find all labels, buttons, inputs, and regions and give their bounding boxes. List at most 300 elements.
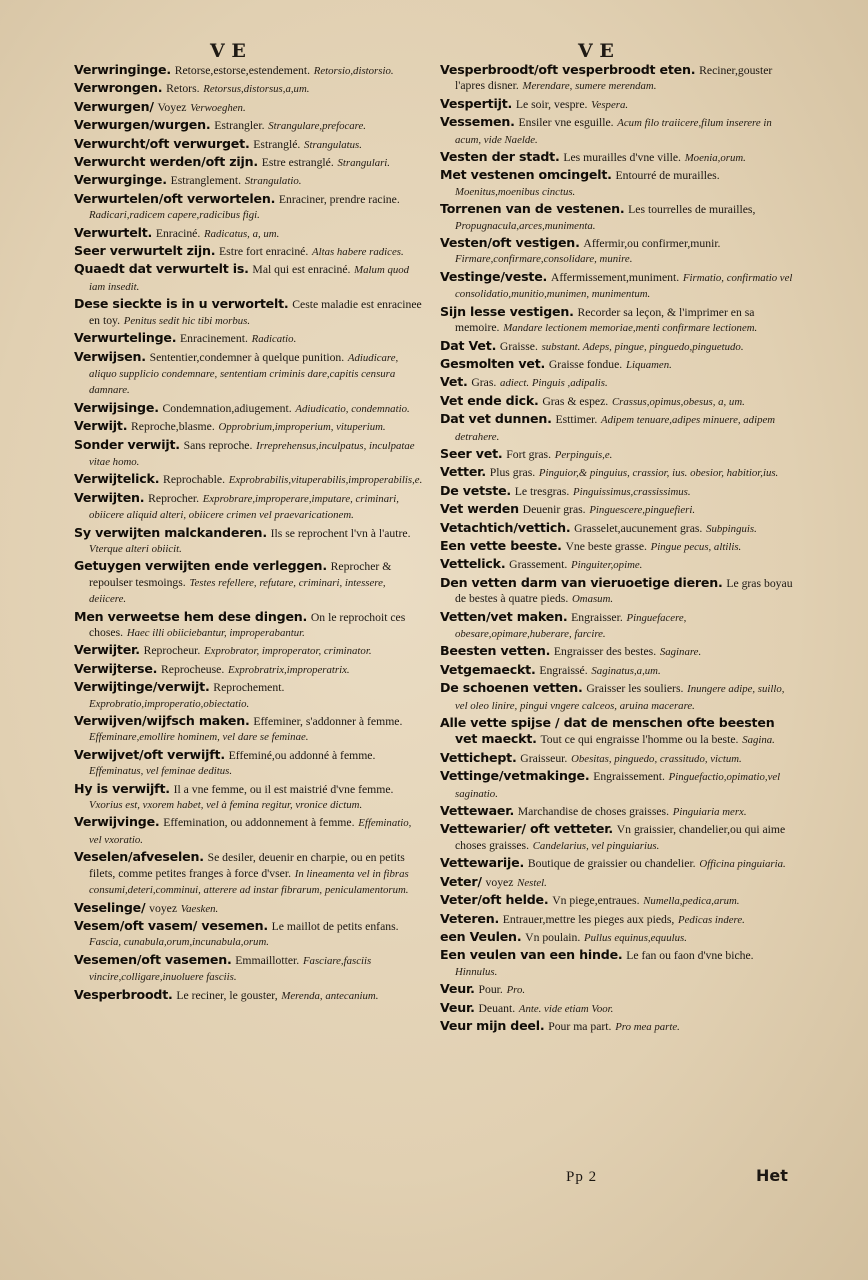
entry-headword: Dat vet dunnen. (440, 411, 552, 427)
entry-french: Tout ce qui engraisse l'homme ou la beste. (540, 733, 739, 747)
entry-french: Sans reproche. (183, 438, 253, 452)
entry-latin: Strangulatus. (304, 138, 362, 151)
entry-headword: Verwijven/wijfsch maken. (74, 713, 250, 729)
entry-french: Pour. (478, 983, 503, 997)
entry-latin: Pinguescere,pinguefieri. (589, 504, 696, 517)
dictionary-entry (440, 483, 798, 500)
dictionary-entry (440, 981, 798, 998)
running-head-right: V E (578, 40, 614, 62)
entry-headword: Vet werden (440, 501, 519, 517)
entry-latin: Strangulatio. (244, 175, 302, 188)
dictionary-entry (440, 538, 798, 555)
entry-headword: Vestinge/veste. (440, 268, 548, 284)
dictionary-entry (440, 114, 798, 148)
entry-latin: Firmare,confirmare,consolidare, munire. (455, 253, 633, 266)
entry-latin: Sagina. (742, 734, 775, 747)
entry-latin: In lineamenta vel in fibras consumi,deteri,comminui, atterere ad instar fibrarum, peniculamentorum. (89, 867, 409, 897)
dictionary-entry (440, 715, 798, 749)
entry-latin: Ante. vide etiam Voor. (518, 1002, 614, 1015)
entry-french: Enraciner, prendre racine. (278, 192, 400, 206)
entry-french: Reprocher. (148, 491, 200, 505)
entry-latin: Perpinguis,e. (554, 448, 613, 461)
entry-latin: Irreprehensus,inculpatus, inculpatae vitae homo. (89, 439, 415, 468)
entry-latin: Saginare. (659, 646, 702, 659)
entry-french: Graisse fondue. (548, 357, 623, 371)
entry-latin: Mandare lectionem memoriae,menti confirmare lectionem. (503, 322, 758, 335)
entry-headword: Vetachtich/vettich. (440, 519, 571, 535)
entry-headword: Men verweetse hem dese dingen. (74, 608, 308, 624)
entry-french: Fort gras. (506, 447, 552, 461)
entry-latin: Verwoeghen. (190, 101, 246, 114)
dictionary-entry (74, 471, 423, 488)
dictionary-entry (74, 918, 423, 951)
entry-french: Retors. (166, 82, 200, 96)
entry-headword: een Veulen. (440, 928, 522, 944)
entry-headword: Dese sieckte is in u verwortelt. (74, 296, 289, 312)
entry-headword: Alle vette spijse / dat de menschen ofte beesten vet maeckt. (440, 715, 775, 747)
entry-latin: Officina pinguiaria. (699, 858, 786, 871)
entry-headword: Verwringinge. (74, 62, 171, 77)
entry-latin: Pinguefactio,opimatio,vel saginatio. (455, 771, 781, 800)
signature-mark: Pp 2 (566, 1169, 598, 1185)
entry-latin: Merendare, sumere merendam. (522, 80, 657, 93)
entry-latin: Effeminatio, vel vxoratio. (89, 817, 412, 846)
dictionary-entry (74, 713, 423, 746)
entry-french: Deuant. (478, 1001, 516, 1015)
entry-headword: Veter/ (440, 873, 482, 889)
dictionary-entry (440, 96, 798, 113)
entry-latin: Exprobrabilis,vituperabilis,improperabilis,e. (228, 474, 423, 487)
dictionary-entry (440, 929, 798, 946)
dictionary-entry (440, 892, 798, 909)
entry-latin: Vaesken. (180, 902, 219, 915)
entry-latin: Radicatus, a, um. (204, 227, 280, 240)
entry-latin: Pro. (506, 984, 526, 997)
entry-headword: Veteren. (440, 910, 500, 926)
entry-headword: Den vetten darm van vieruoetige dieren. (440, 574, 723, 590)
right-column (440, 62, 798, 1202)
dictionary-entry (440, 855, 798, 872)
dictionary-entry (74, 490, 423, 524)
entry-headword: Dat Vet. (440, 337, 497, 353)
entry-headword: Verwijt. (74, 418, 128, 434)
entry-headword: Veselen/afveselen. (74, 849, 204, 865)
entry-headword: Verwurtelinge. (74, 330, 177, 346)
entry-latin: Saginatus,a,um. (591, 664, 661, 677)
entry-french: Reprochable. (163, 473, 226, 487)
entry-latin: Nestel. (517, 876, 547, 889)
entry-headword: Verwijsen. (74, 348, 146, 364)
entry-french: Grassement. (509, 558, 568, 572)
entry-headword: Een veulen van een hinde. (440, 947, 623, 963)
entry-french: Le reciner, le gouster, (176, 988, 278, 1002)
dictionary-entry (440, 464, 798, 481)
entry-latin: Strangulare,prefocare. (268, 120, 366, 133)
entry-latin: Retorsus,distorsus,a,um. (203, 83, 310, 96)
entry-french: Vn piege,entraues. (552, 894, 640, 908)
entry-latin: Vterque alteri obiicit. (89, 542, 182, 555)
dictionary-entry (74, 679, 423, 712)
entry-headword: Verwurtelen/oft verwortelen. (74, 190, 276, 206)
dictionary-entry (440, 149, 798, 166)
entry-french: Le gras boyau de bestes à quatre pieds. (455, 576, 793, 606)
entry-french: Reciner,gouster l'apres disner. (455, 64, 773, 93)
entry-french: Reprochement. (213, 681, 285, 695)
dictionary-entry (74, 99, 423, 116)
dictionary-entry (440, 768, 798, 802)
dictionary-entry (440, 911, 798, 928)
dictionary-entry (74, 437, 423, 471)
dictionary-entry (440, 609, 798, 643)
dictionary-entry (74, 62, 423, 79)
entry-headword: Verwijterse. (74, 660, 158, 676)
entry-headword: Veur. (440, 981, 475, 997)
entry-french: voyez (485, 875, 514, 889)
entry-french: Graisseur. (520, 751, 568, 765)
entry-headword: Verwurgen/wurgen. (74, 117, 211, 133)
entry-french: Condemnation,adiugement. (162, 401, 292, 415)
entry-headword: Gesmolten vet. (440, 355, 546, 371)
entry-latin: Inungere adipe, suillo, vel oleo linire, pingui vngere calceos, aruina macerare. (455, 683, 785, 712)
entry-french: Affermir,ou confirmer,munir. (583, 237, 721, 251)
entry-latin: Omasum. (571, 593, 614, 606)
dictionary-entry (440, 643, 798, 660)
dictionary-entry (74, 849, 423, 898)
dictionary-entry (440, 520, 798, 537)
entry-headword: Vespertijt. (440, 95, 513, 111)
entry-french: Pour ma part. (548, 1019, 612, 1033)
entry-french: Le fan ou faon d'vne biche. (626, 949, 754, 963)
entry-headword: Veur mijn deel. (440, 1017, 545, 1033)
entry-french: Enracinement. (180, 332, 248, 346)
dictionary-entry (440, 1000, 798, 1017)
entry-headword: Verwijsinge. (74, 399, 159, 415)
entry-french: Reprocheuse. (161, 662, 225, 676)
entry-latin: substant. Adeps, pingue, pinguedo,pinguetudo. (541, 340, 744, 353)
entry-headword: Sijn lesse vestigen. (440, 303, 574, 319)
dictionary-entry (74, 80, 423, 97)
entry-headword: Seer vet. (440, 445, 503, 461)
entry-headword: De schoenen vetten. (440, 680, 583, 696)
dictionary-entry (74, 117, 423, 134)
dictionary-entry (440, 269, 798, 303)
entry-french: Vne beste grasse. (565, 539, 647, 553)
entry-latin: Crassus,opimus,obesus, a, um. (611, 395, 745, 408)
entry-headword: Seer verwurtelt zijn. (74, 243, 216, 259)
entry-latin: Adipem tenuare,adipes minuere, adipem detrahere. (455, 414, 776, 443)
dictionary-entry (74, 154, 423, 171)
entry-french: Plus gras. (489, 466, 536, 480)
entry-latin: Testes refellere, refutare, criminari, intessere, deiicere. (89, 576, 386, 606)
entry-headword: Vesten/oft vestigen. (440, 235, 580, 251)
entry-french: Recorder sa leçon, & l'imprimer en sa memoire. (455, 305, 755, 335)
entry-french: Mal qui est enraciné. (252, 263, 351, 277)
entry-latin: Exprobratio,improperatio,obiectatio. (89, 697, 250, 710)
entry-headword: Vettichept. (440, 749, 517, 765)
entry-latin: Candelarius, vel pinguiarius. (532, 839, 660, 852)
entry-latin: Fascia, cunabula,orum,incunabula,orum. (89, 936, 269, 949)
entry-headword: Verwijten. (74, 489, 145, 505)
entry-latin: Pinguissimus,crassissimus. (572, 485, 691, 498)
entry-headword: Vettewarier/ oft vetteter. (440, 821, 614, 837)
entry-latin: Penitus sedit hic tibi morbus. (123, 314, 251, 327)
entry-french: Estranglement. (170, 174, 242, 188)
entry-latin: Malum quod iam insedit. (89, 264, 410, 293)
entry-headword: Verwijtinge/verwijt. (74, 679, 210, 695)
entry-latin: Vespera. (591, 98, 629, 111)
dictionary-entry (440, 1018, 798, 1035)
entry-latin: Acum filo traiicere,filum inserere in acum, vide Naelde. (455, 117, 772, 146)
entry-headword: Verwurginge. (74, 172, 167, 188)
entry-latin: Merenda, antecanium. (281, 989, 379, 1002)
entry-latin: Subpinguis. (706, 522, 757, 535)
dictionary-entry (74, 243, 423, 260)
entry-headword: Getuygen verwijten ende verleggen. (74, 558, 327, 574)
entry-latin: Hinnulus. (455, 965, 498, 978)
dictionary-entry (74, 330, 423, 347)
entry-headword: Vetter. (440, 464, 486, 480)
entry-headword: Veter/oft helde. (440, 892, 549, 908)
entry-french: Affermissement,muniment. (550, 270, 680, 284)
dictionary-entry (74, 349, 423, 399)
entry-latin: Exprobratrix,improperatrix. (228, 663, 350, 676)
entry-french: Effeminé,ou addonné à femme. (228, 748, 376, 762)
catchword: Het (756, 1166, 788, 1185)
running-head-left: V E (210, 40, 246, 62)
entry-french: Marchandise de choses graisses. (517, 805, 670, 819)
dictionary-entry (74, 609, 423, 642)
entry-french: Boutique de graissier ou chandelier. (527, 857, 696, 871)
entry-latin: Propugnacula,arces,munimenta. (455, 219, 596, 232)
dictionary-entry (74, 987, 423, 1004)
entry-french: Engraisser. (571, 610, 623, 624)
entry-latin: Pinguior,& pinguius, crassior, ius. obesior, habitior,ius. (538, 467, 779, 480)
entry-latin: Pullus equinus,equulus. (584, 931, 687, 944)
entry-latin: Radicatio. (251, 333, 297, 346)
entry-latin: Pinguefacere, obesare,opimare,huberare, farcire. (455, 611, 687, 640)
entry-french: Il a vne femme, ou il est maistrié d'vne femme. (173, 782, 394, 796)
dictionary-entry (440, 201, 798, 234)
entry-french: Estrangler. (214, 119, 265, 133)
entry-french: Le maillot de petits enfans. (271, 919, 399, 933)
dictionary-entry (440, 947, 798, 980)
entry-headword: Vessemen. (440, 114, 515, 130)
entry-headword: Vesten der stadt. (440, 149, 560, 165)
dictionary-entry (440, 235, 798, 268)
entry-latin: Effeminare,emollire hominem, vel dare se feminae. (89, 731, 309, 744)
entry-headword: Veur. (440, 999, 475, 1015)
dictionary-entry (74, 136, 423, 153)
entry-french: Ensiler vne esguille. (518, 116, 614, 130)
entry-french: Les murailles d'vne ville. (563, 151, 681, 165)
entry-french: Sententier,condemner à quelque punition. (149, 350, 345, 364)
entry-headword: Verwrongen. (74, 80, 163, 96)
entry-headword: Vettewaer. (440, 803, 515, 819)
entry-french: Ils se reprochent l'vn à l'autre. (270, 526, 411, 540)
entry-latin: Exprobrator, improperator, criminator. (204, 645, 372, 658)
entry-french: Reprocheur. (143, 644, 201, 658)
entry-latin: Fasciare,fasciis vincire,colligare,inuoluere fasciis. (89, 954, 372, 984)
dictionary-entry (74, 558, 423, 607)
entry-french: Deuenir gras. (522, 503, 586, 517)
dictionary-entry (440, 821, 798, 854)
entry-french: Le tresgras. (514, 484, 570, 498)
entry-headword: Sonder verwijt. (74, 436, 180, 452)
entry-french: Grasselet,aucunement gras. (574, 521, 703, 535)
entry-french: Estre fort enraciné. (219, 245, 309, 259)
dictionary-entry (440, 446, 798, 463)
entry-headword: Vettewarije. (440, 855, 525, 871)
entry-french: Vn poulain. (525, 930, 581, 944)
entry-headword: Quaedt dat verwurtelt is. (74, 261, 249, 277)
entry-latin: adiect. Pinguis ,adipalis. (500, 377, 608, 390)
entry-latin: Pro mea parte. (615, 1020, 680, 1033)
entry-headword: Vet. (440, 374, 468, 390)
entry-headword: Sy verwijten malckanderen. (74, 524, 267, 540)
entry-latin: Numella,pedica,arum. (643, 895, 740, 908)
entry-french: Ceste maladie est enracinee en toy. (89, 298, 422, 327)
entry-headword: Hy is verwijft. (74, 780, 170, 796)
entry-headword: Veselinge/ (74, 899, 146, 915)
entry-headword: Verwijtelick. (74, 471, 160, 487)
dictionary-entry (440, 662, 798, 679)
entry-latin: Strangulari. (337, 157, 390, 170)
entry-french: Engraissé. (539, 663, 588, 677)
dictionary-entry (74, 400, 423, 417)
entry-latin: Pinguiaria merx. (672, 806, 747, 819)
dictionary-entry (440, 338, 798, 355)
entry-french: Retorse,estorse,estendement. (174, 64, 311, 77)
dictionary-entry (440, 680, 798, 714)
dictionary-entry (440, 356, 798, 373)
entry-french: Graisse. (499, 339, 538, 353)
entry-headword: Verwurcht/oft verwurget. (74, 135, 250, 151)
dictionary-entry (440, 556, 798, 573)
entry-headword: Vetten/vet maken. (440, 608, 568, 624)
dictionary-entry (74, 814, 423, 848)
entry-french: Estranglé. (253, 137, 301, 151)
entry-french: Emmaillotter. (235, 953, 300, 967)
dictionary-entry (440, 374, 798, 391)
entry-headword: Vet ende dick. (440, 392, 539, 408)
dictionary-entry (440, 575, 798, 608)
entry-headword: Vesperbroodt/oft vesperbroodt eten. (440, 62, 696, 77)
entry-latin: Haec illi obiiciebantur, improperabantur. (126, 627, 305, 639)
dictionary-entry (74, 525, 423, 558)
entry-french: Engraissement. (593, 770, 665, 784)
entry-latin: Pedicas indere. (678, 913, 745, 926)
entry-french: Le soir, vespre. (515, 97, 588, 111)
entry-latin: Pingue pecus, altilis. (650, 540, 742, 553)
entry-french: Entrauer,mettre les pieges aux pieds, (502, 912, 675, 926)
entry-headword: Verwurcht werden/oft zijn. (74, 154, 259, 170)
entry-headword: Beesten vetten. (440, 643, 551, 659)
entry-french: Reproche,blasme. (131, 420, 215, 434)
dictionary-entry (74, 747, 423, 780)
dictionary-entry (74, 261, 423, 295)
entry-headword: Vesperbroodt. (74, 986, 173, 1002)
entry-french: Effeminer, s'addonner à femme. (253, 715, 403, 729)
entry-french: Gras & espez. (542, 394, 609, 408)
entry-french: Esttimer. (555, 413, 598, 427)
entry-latin: Liquamen. (625, 358, 672, 371)
dictionary-entry (440, 167, 798, 200)
entry-french: Effemination, ou addonnement à femme. (163, 816, 355, 830)
entry-french: Gras. (471, 376, 497, 390)
dictionary-entry (74, 900, 423, 917)
entry-latin: Obesitas, pinguedo, crassitudo, victum. (571, 752, 742, 765)
dictionary-entry (440, 803, 798, 820)
entry-headword: Verwurtelt. (74, 224, 153, 240)
dictionary-entry (74, 225, 423, 242)
dictionary-entry (74, 952, 423, 986)
entry-headword: Torrenen van de vestenen. (440, 201, 625, 217)
entry-latin: Vxorius est, vxorem habet, vel à femina regitur, vronice dictum. (89, 799, 363, 812)
left-column (74, 62, 423, 1202)
entry-headword: Vettelick. (440, 556, 506, 572)
dictionary-entry (74, 191, 423, 224)
dictionary-entry (74, 172, 423, 189)
entry-latin: Pinguiter,opime. (571, 559, 643, 572)
dictionary-entry (440, 62, 798, 95)
entry-french: Les tourrelles de murailles, (628, 203, 756, 217)
entry-latin: Opprobrium,improperium, vituperium. (218, 421, 386, 434)
entry-latin: Firmatio, confirmatio vel consolidatio,munitio,munimen, munimentum. (455, 271, 793, 301)
entry-headword: Met vestenen omcingelt. (440, 167, 612, 183)
entry-french: On le reprochoit ces choses. (89, 610, 406, 639)
entry-latin: Altas habere radices. (312, 246, 404, 259)
entry-french: voyez (149, 901, 178, 915)
entry-latin: Adiudicare, aliquo supplicio condemnare, sententiam criminis dare,capitis censura damnare. (89, 351, 399, 397)
entry-headword: De vetste. (440, 482, 511, 498)
entry-latin: Moenitus,moenibus cinctus. (455, 185, 576, 198)
entry-french: Graisser les souliers. (586, 682, 684, 696)
dictionary-entry (74, 418, 423, 435)
entry-headword: Vesemen/oft vasemen. (74, 951, 232, 967)
dictionary-entry (440, 393, 798, 410)
entry-latin: Moenia,orum. (684, 152, 746, 165)
dictionary-entry (440, 411, 798, 445)
entry-french: Reprocher & repoulser tesmoings. (89, 560, 392, 589)
dictionary-entry (440, 501, 798, 518)
entry-headword: Verwurgen/ (74, 98, 154, 114)
dictionary-entry (74, 296, 423, 329)
entry-latin: Radicari,radicem capere,radicibus figi. (89, 209, 260, 222)
dictionary-entry (440, 750, 798, 767)
entry-french: Engraisser des bestes. (553, 645, 657, 659)
entry-latin: Effeminatus, vel feminae deditus. (89, 765, 233, 778)
entry-headword: Vettinge/vetmakinge. (440, 768, 590, 784)
entry-headword: Vesem/oft vasem/ vesemen. (74, 917, 268, 933)
dictionary-entry (74, 661, 423, 678)
entry-latin: Retorsio,distorsio. (313, 65, 394, 77)
entry-headword: Een vette beeste. (440, 537, 562, 553)
entry-french: Se desiler, deuenir en charpie, ou en petits filets, comme petites franges à force d'vser. (89, 851, 405, 880)
entry-latin: Exprobrare,improperare,imputare, criminari, obiicere aliquid alteri, obiicere crimen vel praevaricationem. (89, 492, 400, 522)
entry-headword: Verwijvinge. (74, 814, 160, 830)
entry-french: Estre estranglé. (261, 156, 334, 170)
entry-french: Entourré de murailles. (615, 169, 720, 183)
entry-headword: Vetgemaeckt. (440, 661, 536, 677)
entry-french: Voyez (157, 100, 187, 114)
entry-french: Vn graissier, chandelier,ou qui aime choses graisses. (455, 823, 786, 852)
entry-latin: Adiudicatio, condemnatio. (295, 402, 410, 415)
entry-headword: Verwijvet/oft verwijft. (74, 746, 225, 762)
entry-headword: Verwijter. (74, 642, 140, 658)
entry-french: Enraciné. (155, 226, 201, 240)
dictionary-entry (74, 642, 423, 659)
dictionary-entry (440, 304, 798, 337)
